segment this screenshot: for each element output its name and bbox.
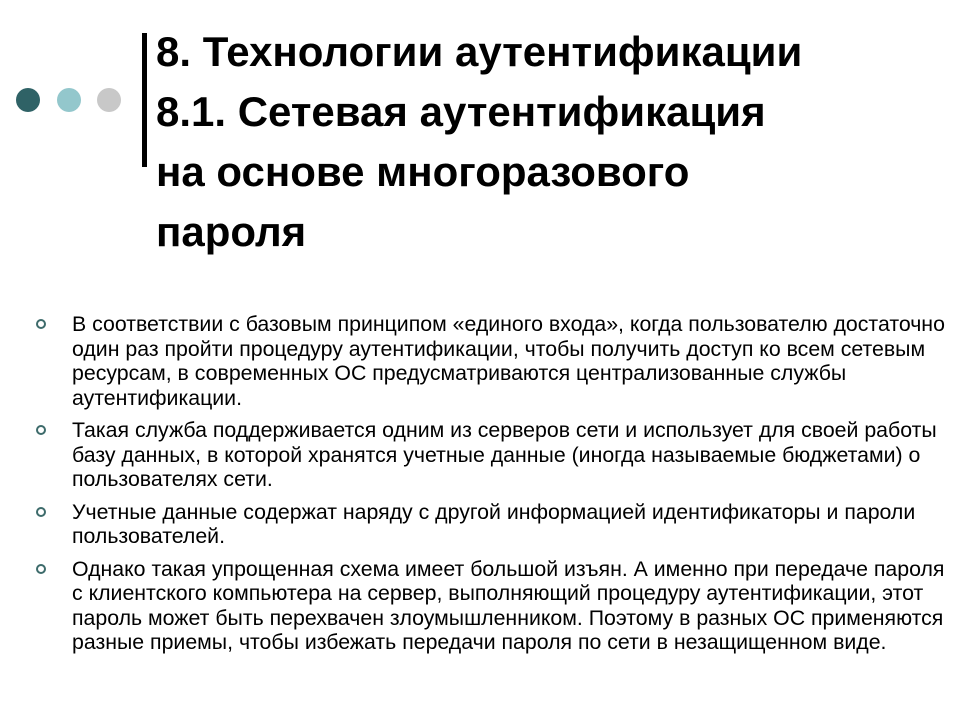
title-line: 8.1. Сетевая аутентификация (156, 88, 766, 135)
bullet-circle-icon (36, 507, 46, 517)
bullet-item (36, 557, 946, 655)
decorative-dot-gray (97, 88, 121, 112)
bullet-text: Такая служба поддерживается одним из серверов сети и использует для своей работы базу данных, в которой хранятся учетные данные (иногда называемые бюджетами) о пользователях сети. (72, 418, 937, 491)
title-line: на основе многоразового (156, 148, 690, 195)
bullet-circle-icon (36, 564, 46, 574)
decorative-dot-dark (16, 88, 40, 112)
title-line: 8. Технологии аутентификации (156, 28, 803, 75)
bullet-text: В соответствии с базовым принципом «единого входа», когда пользователю достаточно один раз пройти процедуру аутентификации, чтобы получить доступ ко всем сетевым ресурсам, в современных ОС предусматриваются централизованные службы аутентификации. (72, 312, 945, 410)
title-divider-bar (142, 33, 147, 167)
bullet-text: Учетные данные содержат наряду с другой информацией идентификаторы и пароли пользователей. (72, 499, 916, 548)
decorative-dot-light (57, 88, 81, 112)
bullet-circle-icon (36, 425, 46, 435)
bullet-item (36, 312, 946, 410)
bullet-item (36, 500, 946, 549)
title-line: пароля (156, 208, 307, 255)
bullet-item (36, 418, 946, 492)
bullet-list (36, 312, 946, 663)
bullet-text: Однако такая упрощенная схема имеет большой изъян. А именно при передаче пароля с клиентского компьютера на сервер, выполняющий процедуру аутентификации, этот пароль может быть перехвачен злоумышленником. Поэтому в разных ОС применяются разные приемы, чтобы избежать передачи пароля по сети в незащищенном виде. (72, 556, 945, 654)
slide-title (156, 22, 946, 262)
bullet-circle-icon (36, 319, 46, 329)
